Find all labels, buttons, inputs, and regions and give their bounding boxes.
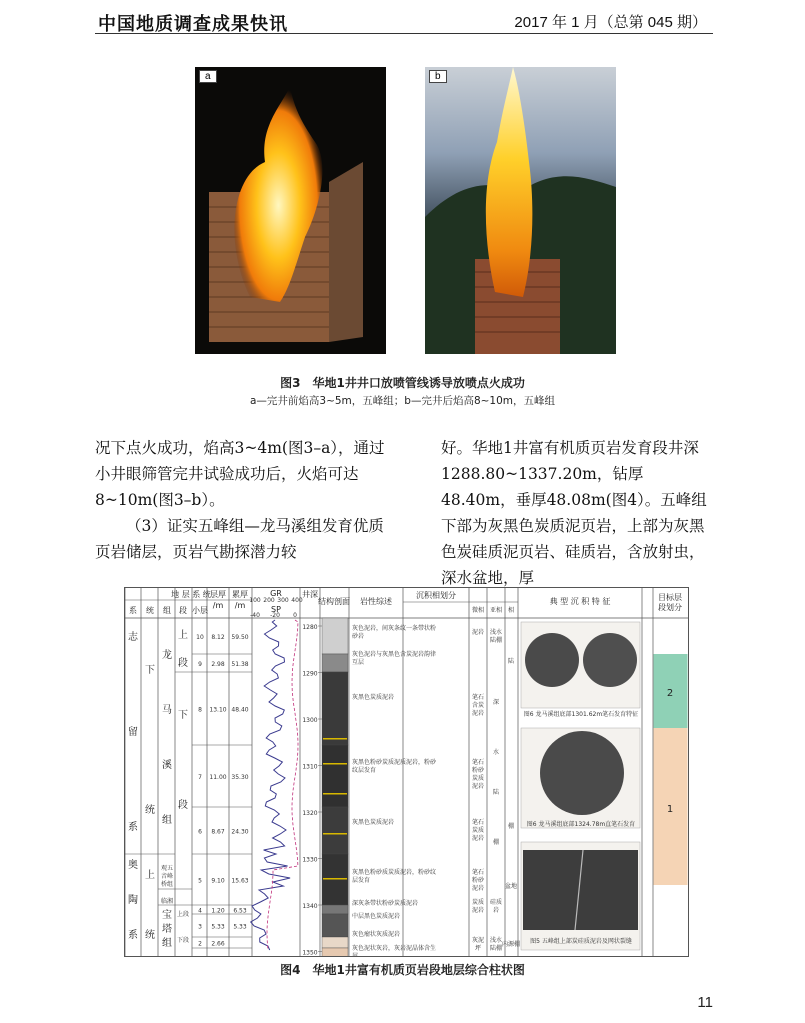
- subfacies: 岩: [492, 907, 500, 914]
- core-sample: [525, 633, 579, 687]
- layer-thickness: 13.10: [209, 706, 227, 714]
- header-weixiang: 微相: [471, 607, 485, 614]
- depth-tick: 1340: [302, 903, 318, 910]
- header-cenghou: 层厚: [210, 590, 226, 599]
- figure4-drawing: [125, 588, 688, 956]
- gr-tick: 300: [277, 597, 289, 604]
- lithology-description: 纹层发育: [352, 767, 377, 774]
- gr-tick: 100: [249, 597, 261, 604]
- journal-title: 中国地质调查成果快讯: [98, 14, 288, 35]
- sample-photo-caption: 图5 五峰组上部炭硅质泥岩及网状裂缝: [530, 938, 632, 945]
- lithology-description: 灰黑色炭质泥岩: [352, 819, 395, 826]
- photo-fire-a: [195, 67, 386, 354]
- paragraph-left-1: 况下点火成功，焰高3~4m(图3–a），通过小井眼筛管完井试验成功后，火焰可达8~10m(图3–b）。: [95, 439, 385, 509]
- facies: 陆: [507, 658, 515, 665]
- depth-tick: 1320: [302, 810, 318, 817]
- system-label: 留: [128, 727, 138, 738]
- silt-lamina: [323, 793, 347, 795]
- formation-label: 组: [162, 815, 172, 826]
- microfacies: 笔石: [471, 759, 485, 766]
- layer-thickness: 8.12: [211, 634, 225, 641]
- lithology-description: 灰色泥岩与灰黑色含炭泥岩韵律: [352, 651, 437, 658]
- photo-fire-b: [425, 67, 616, 354]
- microfacies: 灰泥: [471, 937, 485, 944]
- photo-fire-b-drawing: [425, 67, 616, 354]
- lithology-description: 层发育: [352, 877, 371, 884]
- microfacies: 泥岩: [471, 710, 485, 717]
- lithology-description: 砂岩: [352, 633, 365, 640]
- lithology-layer: [322, 905, 348, 914]
- microfacies: 炭质: [471, 775, 485, 782]
- sp-tick: -20: [270, 612, 280, 619]
- microfacies: 笔石: [471, 819, 485, 826]
- system-label: 系: [128, 930, 138, 941]
- layer-thickness: 2.66: [211, 940, 225, 948]
- photo-tag-b: b: [429, 70, 447, 83]
- layer-cumulative: 51.38: [231, 661, 249, 668]
- core-sample: [583, 633, 637, 687]
- header-xiang: 相: [507, 607, 515, 614]
- layer-cumulative: 6.53: [233, 907, 247, 915]
- subfacies: 水: [492, 749, 500, 756]
- microfacies: 炭质: [471, 899, 485, 906]
- formation-label: 观五: [160, 865, 174, 872]
- header-xiaoceng: 小层: [192, 606, 208, 615]
- header-yanxing: 岩性综述: [360, 597, 392, 606]
- layer-number: 10: [196, 634, 204, 641]
- lithology-layer: [322, 807, 348, 854]
- lithology-description: 灰色泥状灰岩，灰岩泥晶体含生: [352, 945, 437, 952]
- gr-curve: [251, 620, 290, 950]
- header-unit: /m: [234, 601, 246, 610]
- figure3-subcaption: a—完井前焰高3~5m，五峰组；b—完井后焰高8~10m，五峰组: [249, 395, 556, 407]
- paragraph-left-2: （3）证实五峰组—龙马溪组发育优质页岩储层，页岩气勘探潜力较: [95, 517, 384, 561]
- header-duan: 段: [179, 606, 187, 615]
- microfacies: 泥岩: [471, 835, 485, 842]
- subfacies: 陆棚: [489, 637, 503, 644]
- facies: 棚: [507, 823, 515, 830]
- header-rule: [95, 33, 713, 34]
- layer-cumulative: 48.40: [231, 706, 249, 714]
- layer-cumulative: 59.50: [231, 634, 249, 641]
- header-yaxiang: 亚相: [489, 607, 503, 614]
- system-label: 系: [128, 822, 138, 833]
- text-column-left: [95, 435, 395, 565]
- figure4-column-chart: [124, 587, 689, 957]
- formation-label: 音峰: [160, 873, 174, 880]
- formation-label: 组: [162, 938, 172, 949]
- layer-cumulative: 5.33: [233, 923, 247, 931]
- target-label-2: 2: [666, 688, 674, 699]
- facies: 内源棚: [501, 941, 521, 948]
- subfacies: 陆棚: [489, 945, 503, 952]
- microfacies: 炭质: [471, 827, 485, 834]
- layer-thickness: 9.10: [211, 877, 225, 885]
- layer-thickness: 8.67: [211, 828, 225, 836]
- layer-cumulative: 35.30: [231, 774, 249, 781]
- header-xi: 系: [129, 606, 137, 615]
- lithology-layer: [322, 654, 348, 672]
- formation-label: 马: [162, 705, 172, 716]
- layer-number: 9: [198, 661, 202, 668]
- silt-lamina: [323, 738, 347, 740]
- facies: 盆地: [504, 883, 518, 890]
- silt-lamina: [323, 833, 347, 835]
- layer-thickness: 2.98: [211, 661, 225, 668]
- figure3-caption: 图3 华地1井井口放喷管线诱导放喷点火成功: [280, 376, 525, 390]
- sample-photo-caption: 图6 龙马溪组底部1301.62m笔石发育特征: [523, 711, 639, 718]
- target-label-1: 1: [666, 804, 674, 815]
- formation-label: 塔: [162, 924, 172, 935]
- lithology-description: 灰色泥岩，间灰条纹一条带状粉: [352, 625, 437, 632]
- lithology-description: 中层黑色炭质泥岩: [352, 913, 401, 920]
- subfacies: 棚: [492, 839, 500, 846]
- photo-tag-a: a: [199, 70, 217, 83]
- layer-cumulative: 15.63: [231, 877, 249, 885]
- header-sp: SP: [271, 605, 281, 614]
- formation-label: 临湘: [160, 898, 174, 905]
- layer-number: 2: [198, 940, 202, 948]
- microfacies: 含炭: [471, 702, 485, 709]
- header-strat-system: 地 层 系 统: [171, 590, 211, 599]
- header-leihou: 累厚: [232, 590, 248, 599]
- subfacies: 浅水: [489, 629, 503, 636]
- core-sample: [540, 731, 624, 815]
- header-mubiao: 段划分: [658, 603, 682, 612]
- series-label: 统: [145, 930, 155, 941]
- gr-tick: 200: [263, 597, 275, 604]
- microfacies: 泥岩: [471, 907, 485, 914]
- microfacies: 泥岩: [471, 783, 485, 790]
- header-gr: GR: [270, 589, 282, 598]
- microfacies: 笔石: [471, 694, 485, 701]
- microfacies: 坪: [474, 945, 482, 952]
- microfacies: 泥岩: [471, 629, 485, 636]
- depth-tick: 1280: [302, 624, 318, 631]
- page-number: 11: [697, 994, 713, 1011]
- series-label: 统: [145, 805, 155, 816]
- issue-info: 2017 年 1 月（总第 045 期）: [514, 14, 707, 31]
- microfacies: 粉砂: [471, 877, 485, 884]
- subfacies: 陆: [492, 789, 500, 796]
- lithology-description: 互层: [352, 659, 365, 666]
- layer-number: 5: [198, 877, 202, 885]
- photo-fire-a-drawing: [195, 67, 386, 354]
- subfacies: 硅质: [489, 899, 503, 906]
- header-mubiao: 目标层: [658, 593, 682, 602]
- depth-tick: 1300: [302, 717, 318, 724]
- system-label: 陶: [128, 895, 138, 906]
- sample-photo-caption: 图6 龙马溪组底部1324.78m直笔石发育: [526, 821, 636, 828]
- series-label: 上: [145, 870, 155, 881]
- member-label: 上段: [176, 911, 190, 918]
- depth-tick: 1350: [302, 949, 318, 956]
- layer-number: 7: [198, 774, 202, 781]
- system-label: 奥: [128, 860, 138, 871]
- silt-lamina: [323, 763, 347, 765]
- sp-tick: -40: [250, 612, 260, 619]
- lithology-description: 灰黑色粉砂炭质泥质泥岩，粉砂: [352, 759, 437, 766]
- depth-tick: 1310: [302, 763, 318, 771]
- series-label: 下: [145, 665, 155, 676]
- text-column-right: [441, 435, 716, 591]
- layer-number: 6: [198, 828, 202, 836]
- subfacies: 深: [492, 699, 500, 706]
- layer-number: 8: [198, 706, 202, 714]
- layer-number: 3: [198, 923, 202, 931]
- silt-lamina: [323, 878, 347, 880]
- depth-tick: 1290: [302, 670, 318, 678]
- gr-tick: 400: [291, 597, 303, 604]
- lithology-description: 灰黑色粉砂质炭质泥岩，粉砂纹: [352, 869, 437, 876]
- formation-label: 龙: [162, 650, 172, 661]
- member-label: 段: [178, 658, 188, 669]
- lithology-description: 灰色瘤状灰质泥岩: [352, 931, 401, 938]
- lithology-description: 深灰条带状粉砂炭质泥岩: [352, 900, 419, 907]
- lithology-layer: [322, 914, 348, 937]
- lithology-layer: [322, 618, 348, 654]
- microfacies: 笔石: [471, 869, 485, 876]
- header-jiegou: 结构剖面: [318, 597, 350, 606]
- header-tong: 统: [146, 606, 154, 615]
- member-label: 上: [178, 630, 188, 641]
- header-zu: 组: [163, 606, 171, 615]
- microfacies: 泥岩: [471, 885, 485, 892]
- lithology-description: [352, 952, 358, 956]
- lithology-layer: [322, 745, 348, 807]
- layer-thickness: 11.00: [209, 774, 227, 781]
- lithology-layer: [322, 948, 348, 956]
- member-label: 下段: [176, 937, 190, 944]
- lithology-description: 灰黑色炭质泥岩: [352, 694, 395, 701]
- member-label: 段: [178, 800, 188, 811]
- layer-thickness: 1.20: [211, 907, 225, 915]
- layer-thickness: 5.33: [211, 923, 225, 931]
- header-jingshen: 井深: [302, 590, 318, 599]
- figure4-caption: 图4 华地1井富有机质页岩段地层综合柱状图: [280, 963, 525, 977]
- paragraph-right-1: 好。华地1井富有机质页岩发育段井深1288.80~1337.20m，钻厚48.40m，垂厚48.08m(图4）。五峰组下部为灰黑色炭质泥页岩，上部为灰黑色炭硅质泥页岩、硅质岩，含放射虫，深水盆地，厚: [441, 439, 707, 587]
- microfacies: 粉砂: [471, 767, 485, 774]
- layer-cumulative: 24.30: [231, 828, 249, 836]
- subfacies: 浅水: [489, 937, 503, 944]
- formation-label: 桥组: [160, 881, 174, 888]
- header-unit: /m: [212, 601, 224, 610]
- lithology-layer: [322, 937, 348, 948]
- depth-tick: 1330: [302, 856, 318, 864]
- member-label: 下: [178, 710, 188, 721]
- formation-label: 宝: [162, 910, 172, 921]
- core-sample: [523, 850, 638, 930]
- header-chenji: 沉积相划分: [416, 591, 456, 600]
- formation-label: 溪: [162, 760, 172, 771]
- system-label: 志: [128, 632, 138, 643]
- lithology-layer: [322, 672, 348, 745]
- sp-tick: 0: [293, 612, 297, 619]
- layer-number: 4: [198, 907, 202, 915]
- header-dianxing: 典 型 沉 积 特 征: [549, 597, 611, 606]
